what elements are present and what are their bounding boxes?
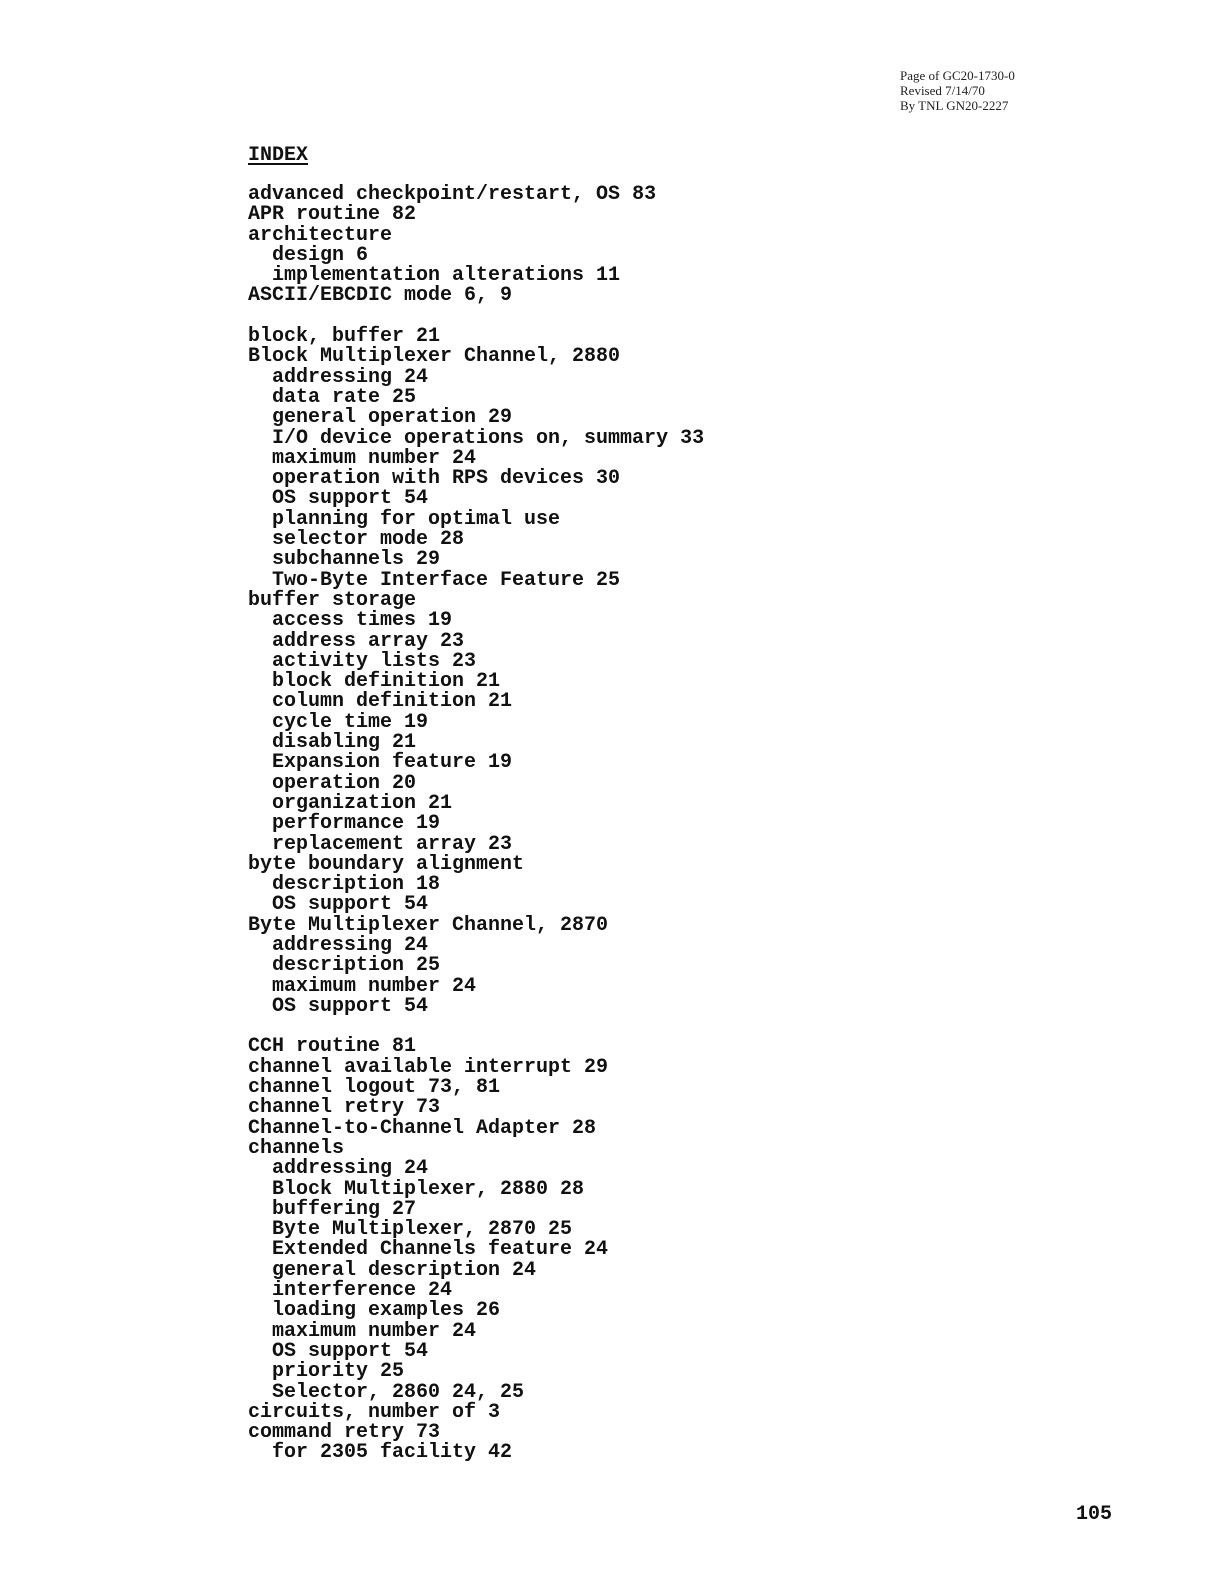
page-number: 105 (1076, 1503, 1113, 1526)
index-subentry: implementation alterations 11 (272, 264, 621, 288)
index-entry: channels (248, 1136, 345, 1160)
index-subentry: selector mode 28 (272, 528, 465, 552)
index-subentry: organization 21 (272, 791, 453, 815)
index-subentry: addressing 24 (272, 933, 429, 957)
index-entry: Block Multiplexer Channel, 2880 (248, 345, 621, 369)
index-subentry: replacement array 23 (272, 832, 513, 856)
index-list (248, 185, 704, 1464)
index-spacer (248, 307, 704, 327)
index-entry: APR routine 82 (248, 203, 417, 227)
index-subentry: OS support 54 (272, 893, 429, 917)
header-document-number: Page of GC20-1730-0 (900, 68, 1015, 83)
document-header (900, 68, 1015, 113)
index-subentry: Byte Multiplexer, 2870 25 (272, 1218, 573, 1242)
index-subentry: general operation 29 (272, 406, 513, 430)
index-subentry: activity lists 23 (272, 649, 477, 673)
header-revision-date: Revised 7/14/70 (900, 83, 985, 98)
index-subentry: subchannels 29 (272, 548, 441, 572)
index-entry: circuits, number of 3 (248, 1400, 501, 1424)
index-subentry: maximum number 24 (272, 446, 477, 470)
index-subentry: Block Multiplexer, 2880 28 (272, 1177, 585, 1201)
index-subentry: description 18 (272, 873, 441, 897)
index-subentry: interference 24 (272, 1279, 453, 1303)
index-entry: architecture (248, 223, 393, 247)
index-subentry: column definition 21 (272, 690, 513, 714)
index-subentry: cycle time 19 (272, 710, 429, 734)
index-subentry: buffering 27 (272, 1197, 417, 1221)
index-subentry: loading examples 26 (272, 1299, 501, 1323)
index-subentry: Two-Byte Interface Feature 25 (272, 568, 621, 592)
index-entry: channel logout 73, 81 (248, 1076, 501, 1100)
index-subentry: data rate 25 (272, 385, 417, 409)
index-subentry: block definition 21 (272, 670, 501, 694)
index-entry: block, buffer 21 (248, 325, 441, 349)
index-subentry: priority 25 (272, 1360, 405, 1384)
index-subentry: Selector, 2860 24, 25 (272, 1380, 525, 1404)
index-subentry: operation 20 (272, 771, 417, 795)
index-subentry: Extended Channels feature 24 (272, 1238, 609, 1262)
index-subentry: for 2305 facility 42 (272, 1441, 513, 1465)
index-subentry: maximum number 24 (272, 1319, 477, 1343)
index-subentry: performance 19 (272, 812, 441, 836)
index-subentry: OS support 54 (272, 994, 429, 1018)
index-subentry: addressing 24 (272, 1157, 429, 1181)
index-entry: channel retry 73 (248, 1096, 441, 1120)
index-subentry: maximum number 24 (272, 974, 477, 998)
index-entry: channel available interrupt 29 (248, 1055, 609, 1079)
index-entry: Byte Multiplexer Channel, 2870 (248, 913, 609, 937)
index-subentry: address array 23 (272, 629, 465, 653)
index-entry: advanced checkpoint/restart, OS 83 (248, 183, 657, 206)
index-subentry: addressing 24 (272, 365, 429, 389)
index-subentry: I/O device operations on, summary 33 (272, 426, 705, 450)
index-subentry: design 6 (272, 243, 369, 267)
page-title: INDEX (248, 144, 309, 167)
index-entry: buffer storage (248, 588, 417, 612)
index-subentry: access times 19 (272, 609, 453, 633)
index-entry: CCH routine 81 (248, 1035, 417, 1059)
index-subentry: Expansion feature 19 (272, 751, 513, 775)
index-subentry: description 25 (272, 954, 441, 978)
index-subentry: OS support 54 (272, 487, 429, 511)
index-entry: ASCII/EBCDIC mode 6, 9 (248, 284, 513, 308)
index-entry: Channel-to-Channel Adapter 28 (248, 1116, 597, 1140)
index-subentry: planning for optimal use (272, 507, 561, 531)
index-subentry: disabling 21 (272, 731, 417, 755)
index-subentry: general description 24 (272, 1258, 537, 1282)
header-tnl-number: By TNL GN20-2227 (900, 98, 1009, 113)
index-entry: byte boundary alignment (248, 852, 525, 876)
index-subentry: operation with RPS devices 30 (272, 467, 621, 491)
index-entry: command retry 73 (248, 1421, 441, 1445)
index-spacer (248, 1017, 704, 1037)
index-subentry: OS support 54 (272, 1339, 429, 1363)
